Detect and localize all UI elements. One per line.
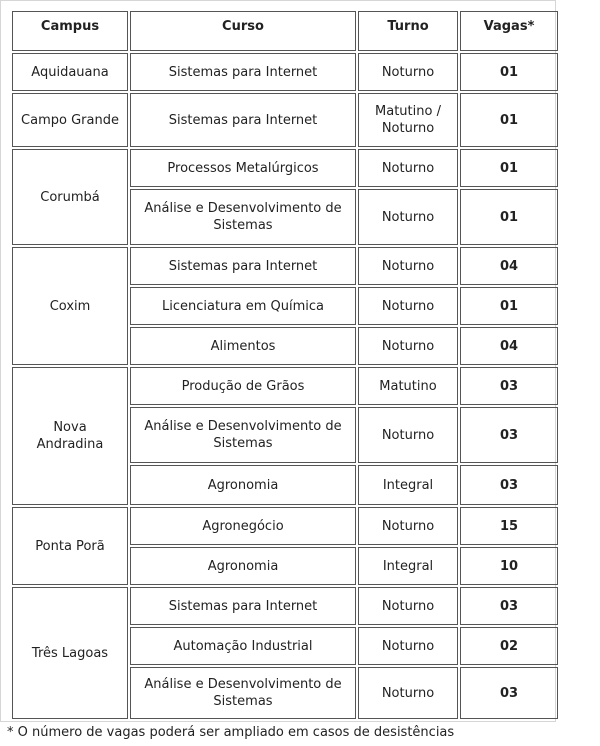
vagas-cell: 10: [460, 547, 558, 585]
curso-cell: Agronomia: [130, 465, 356, 505]
campus-cell: Ponta Porã: [12, 507, 128, 585]
vagas-cell: 01: [460, 189, 558, 245]
table-row: [12, 367, 558, 405]
curso-cell: Alimentos: [130, 327, 356, 365]
campus-cell: Nova Andradina: [12, 367, 128, 505]
vacancies-table: [10, 9, 560, 721]
curso-cell: Análise e Desenvolvimento de Sistemas: [130, 189, 356, 245]
curso-cell: Sistemas para Internet: [130, 93, 356, 147]
turno-cell: Noturno: [358, 149, 458, 187]
campus-cell: Corumbá: [12, 149, 128, 245]
table-row: [12, 247, 558, 285]
curso-cell: Produção de Grãos: [130, 367, 356, 405]
table-row: [12, 587, 558, 625]
vagas-cell: 02: [460, 627, 558, 665]
vagas-cell: 01: [460, 287, 558, 325]
vagas-cell: 01: [460, 149, 558, 187]
turno-cell: Matutino: [358, 367, 458, 405]
curso-cell: Automação Industrial: [130, 627, 356, 665]
turno-cell: Noturno: [358, 667, 458, 719]
turno-cell: Noturno: [358, 247, 458, 285]
curso-cell: Agronomia: [130, 547, 356, 585]
vagas-cell: 03: [460, 367, 558, 405]
turno-cell: Noturno: [358, 189, 458, 245]
header-vagas: Vagas*: [460, 11, 558, 51]
curso-cell: Processos Metalúrgicos: [130, 149, 356, 187]
header-turno: Turno: [358, 11, 458, 51]
table-row: [12, 53, 558, 91]
curso-cell: Análise e Desenvolvimento de Sistemas: [130, 667, 356, 719]
campus-cell: Coxim: [12, 247, 128, 365]
turno-cell: Noturno: [358, 587, 458, 625]
vagas-cell: 01: [460, 53, 558, 91]
footnote: * O número de vagas poderá ser ampliado em casos de desistências: [7, 725, 455, 740]
curso-cell: Licenciatura em Química: [130, 287, 356, 325]
turno-cell: Integral: [358, 465, 458, 505]
campus-cell: Campo Grande: [12, 93, 128, 147]
curso-cell: Agronegócio: [130, 507, 356, 545]
turno-cell: Integral: [358, 547, 458, 585]
header-curso: Curso: [130, 11, 356, 51]
header-campus: Campus: [12, 11, 128, 51]
table-row: [12, 507, 558, 545]
turno-cell: Noturno: [358, 627, 458, 665]
vagas-cell: 15: [460, 507, 558, 545]
curso-cell: Sistemas para Internet: [130, 587, 356, 625]
turno-cell: Matutino / Noturno: [358, 93, 458, 147]
campus-cell: Três Lagoas: [12, 587, 128, 719]
campus-cell: Aquidauana: [12, 53, 128, 91]
curso-cell: Análise e Desenvolvimento de Sistemas: [130, 407, 356, 463]
vagas-cell: 03: [460, 407, 558, 463]
vagas-cell: 04: [460, 247, 558, 285]
table-header-row: [12, 11, 558, 51]
turno-cell: Noturno: [358, 407, 458, 463]
turno-cell: Noturno: [358, 327, 458, 365]
vagas-cell: 03: [460, 587, 558, 625]
table-row: [12, 149, 558, 187]
vagas-cell: 01: [460, 93, 558, 147]
turno-cell: Noturno: [358, 53, 458, 91]
vagas-cell: 03: [460, 465, 558, 505]
vagas-cell: 03: [460, 667, 558, 719]
turno-cell: Noturno: [358, 287, 458, 325]
turno-cell: Noturno: [358, 507, 458, 545]
vagas-cell: 04: [460, 327, 558, 365]
table-row: [12, 93, 558, 147]
curso-cell: Sistemas para Internet: [130, 247, 356, 285]
curso-cell: Sistemas para Internet: [130, 53, 356, 91]
